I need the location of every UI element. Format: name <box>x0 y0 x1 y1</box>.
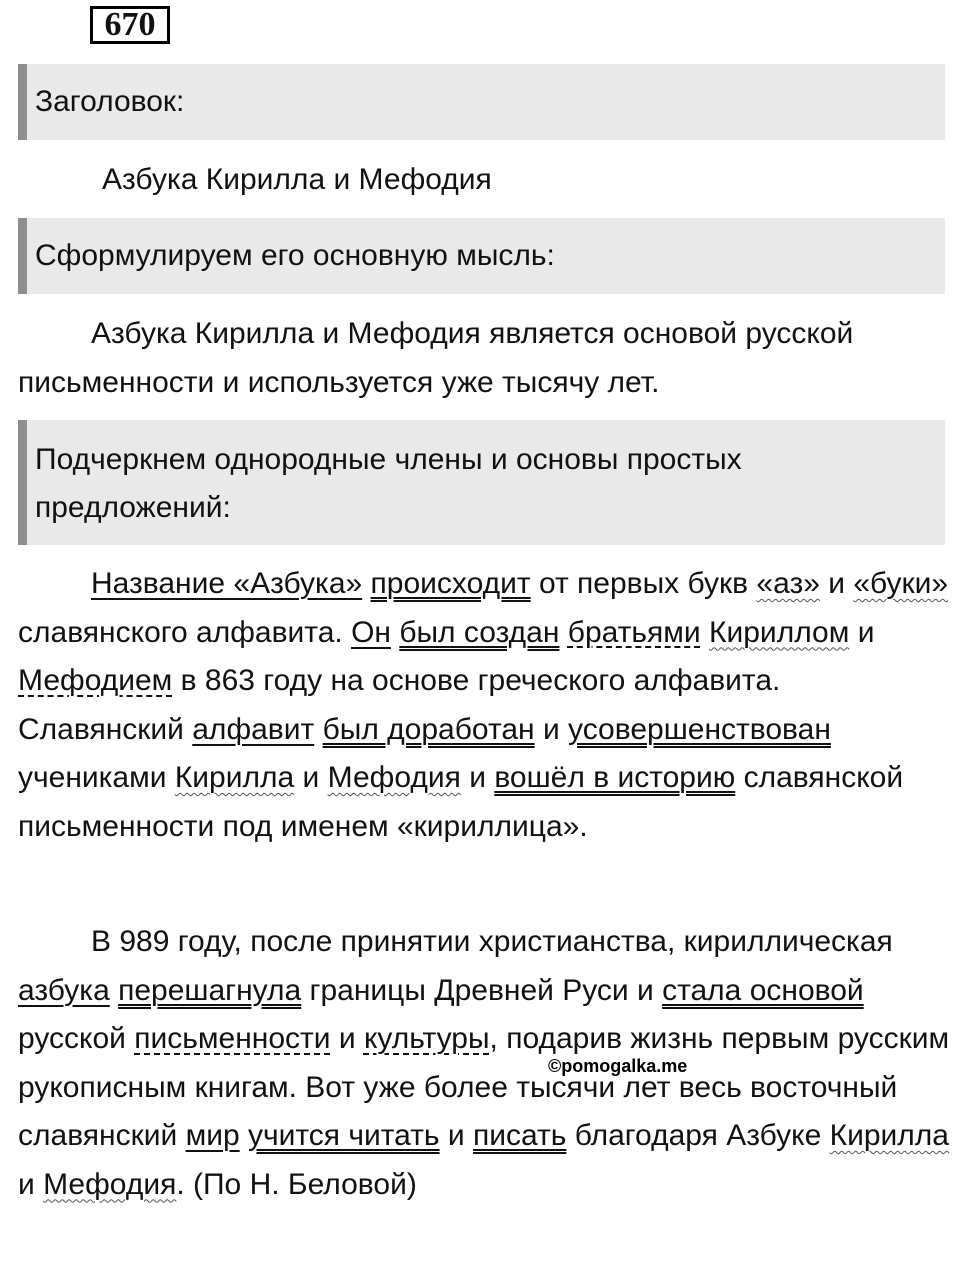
main-idea-label: Сформулируем его основную мысль: <box>18 218 945 294</box>
predicate: перешагнула <box>118 973 302 1007</box>
plain-text <box>240 1119 248 1152</box>
subject: алфавит <box>192 712 315 746</box>
plain-text: и <box>819 567 854 600</box>
plain-text: славянского алфавита. <box>18 615 352 649</box>
plain-text: благодаря Азбуке <box>566 1119 830 1152</box>
attribute: Мефодия <box>327 761 461 794</box>
attribute: Кирилла <box>829 1119 949 1152</box>
plain-text <box>110 974 118 1007</box>
predicate: был доработан <box>322 712 535 746</box>
text-title: Азбука Кирилла и Мефодия <box>102 163 492 196</box>
predicate: был создан <box>399 615 560 649</box>
plain-text: и <box>460 761 495 794</box>
plain-text: и <box>849 615 875 649</box>
object: письменности <box>134 1022 331 1055</box>
subject: Он <box>351 615 391 649</box>
plain-text: русской <box>18 1022 135 1055</box>
plain-text: славянской письменности под именем «кириллица». <box>18 761 904 843</box>
plain-text: и <box>330 1022 364 1055</box>
predicate: стала основой <box>662 973 864 1007</box>
predicate: писать <box>473 1119 567 1152</box>
attribute: «буки» <box>853 567 949 600</box>
plain-text <box>362 567 370 600</box>
analyzed-paragraph-1 <box>18 560 953 851</box>
attribute: «аз» <box>756 567 820 600</box>
watermark: ©pomogalka.me <box>548 1056 688 1076</box>
object: Мефодием <box>18 664 173 697</box>
analyzed-paragraph-2 <box>18 918 953 1209</box>
predicate: учится читать <box>248 1119 440 1152</box>
plain-text: . (По Н. Беловой) <box>176 1167 417 1201</box>
attribute: Кирилла <box>174 761 295 794</box>
attribute: Кириллом <box>709 615 850 649</box>
predicate: вошёл в историю <box>494 761 736 794</box>
plain-text: и <box>439 1119 473 1152</box>
predicate: происходит <box>370 567 531 600</box>
plain-text: от первых букв <box>530 567 757 600</box>
plain-text: учениками <box>18 761 175 794</box>
plain-text: и <box>18 1167 44 1201</box>
plain-text <box>701 616 709 649</box>
plain-text: и <box>294 761 328 794</box>
subject: азбука <box>18 973 110 1007</box>
object: братьями <box>567 615 701 649</box>
plain-text: и <box>534 712 569 746</box>
subject: мир <box>185 1119 240 1152</box>
plain-text: В 989 году, после принятии христианства, кириллическая <box>91 925 893 958</box>
main-idea-paragraph: Азбука Кирилла и Мефодия является основой русской письменности и используется уже тысячу лет. <box>18 317 854 399</box>
exercise-number: 670 <box>90 6 170 44</box>
attribute: Мефодия <box>43 1167 177 1201</box>
subject: Название «Азбука» <box>91 567 363 600</box>
heading-label: Заголовок: <box>18 64 945 140</box>
plain-text: границы Древней Руси и <box>301 973 663 1007</box>
plain-text <box>559 616 567 649</box>
plain-text: в 863 году на основе греческого алфавита. Славянский <box>18 664 781 746</box>
object: культуры <box>363 1022 490 1055</box>
task-label: Подчеркнем однородные члены и основы простых предложений: <box>18 420 945 545</box>
plain-text <box>314 713 322 746</box>
plain-text: , подарив жизнь первым русским рукописным книгам. Вот уже более тысячи лет весь восточный славянский <box>18 1022 950 1152</box>
predicate: усовершенствован <box>568 712 831 746</box>
